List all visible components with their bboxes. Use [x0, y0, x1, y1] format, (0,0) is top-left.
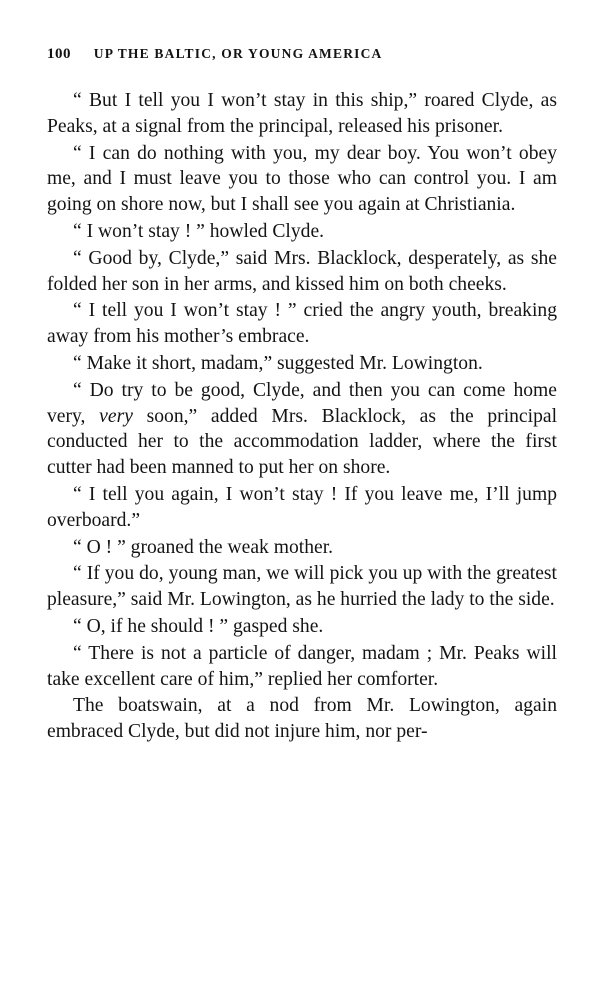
- paragraph: “ Good by, Clyde,” said Mrs. Blacklock, desperately, as she folded her son in her arms, and kissed him on both cheeks.: [47, 247, 557, 295]
- emphasis: very: [99, 405, 133, 427]
- paragraph: “ O ! ” groaned the weak mother.: [73, 536, 334, 558]
- paragraph: “ O, if he should ! ” gasped she.: [73, 615, 324, 637]
- page-header: [47, 46, 561, 68]
- page-number: 100: [47, 46, 71, 62]
- paragraph: “ I tell you I won’t stay ! ” cried the angry youth, breaking away from his mother’s embrace.: [47, 300, 557, 348]
- paragraph: “ But I tell you I won’t stay in this ship,” roared Clyde, as Peaks, at a signal from the principal, released his prisoner.: [47, 90, 557, 137]
- paragraph: “ Do try to be good, Clyde, and then you can come home very, very soon,” added Mrs. Blacklock, as the principal conducted her to the accommodation ladder, where the first cutter had been manned to put her on shore.: [47, 379, 558, 479]
- paragraph: “ If you do, young man, we will pick you up with the greatest pleasure,” said Mr. Lowington, as he hurried the lady to the side.: [47, 563, 557, 611]
- body-text: [47, 88, 557, 745]
- paragraph: “ I tell you again, I won’t stay ! If you leave me, I’ll jump overboard.”: [47, 483, 557, 531]
- paragraph: “ There is not a particle of danger, madam ; Mr. Peaks will take excellent care of him,” replied her comforter.: [47, 642, 557, 690]
- paragraph: The boatswain, at a nod from Mr. Lowington, again embraced Clyde, but did not injure him, nor per-: [47, 695, 557, 743]
- running-title: UP THE BALTIC, OR YOUNG AMERICA: [93, 46, 383, 61]
- paragraph: “ Make it short, madam,” suggested Mr. Lowington.: [73, 352, 483, 374]
- paragraph: “ I can do nothing with you, my dear boy. You won’t obey me, and I must leave you to those who can control you. I am going on shore now, but I shall see you again at Christiania.: [47, 142, 557, 216]
- paragraph: “ I won’t stay ! ” howled Clyde.: [73, 220, 325, 242]
